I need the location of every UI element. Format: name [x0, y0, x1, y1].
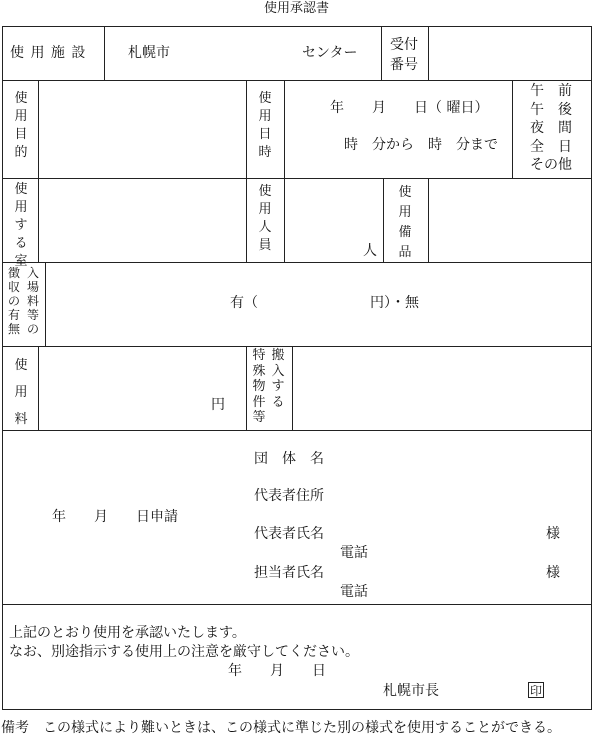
group-name-label: 団 体 名	[254, 451, 324, 467]
cell-divider	[45, 262, 46, 346]
approval-line-1: 上記のとおり使用を承認いたします。	[9, 625, 246, 641]
approval-line-2: なお、別途指示する使用上の注意を厳守してください。	[9, 644, 359, 660]
time-slot-option: 午 前	[530, 83, 572, 99]
people-unit: 人	[363, 243, 377, 259]
purpose-field[interactable]	[42, 84, 242, 174]
usage-fee-label: 使用料	[14, 358, 28, 427]
datetime-label: 使用日時	[258, 91, 272, 160]
contact-phone-label: 電話	[340, 584, 368, 600]
city-name: 札幌市	[128, 45, 170, 61]
facility-label: 使 用 施 設	[10, 45, 87, 61]
special-items-label-a: 特殊物件等	[252, 348, 266, 425]
cell-divider	[383, 178, 384, 262]
row-divider	[2, 262, 592, 263]
cell-divider	[246, 178, 247, 262]
reception-number-field[interactable]	[432, 30, 588, 76]
contact-name-label: 担当者氏名	[254, 565, 324, 581]
cell-divider	[38, 80, 39, 178]
purpose-label: 使用目的	[14, 91, 28, 160]
time-slot-option: その他	[530, 157, 572, 174]
mayor-label: 札幌市長	[383, 683, 439, 699]
document-title: 使用承認書	[264, 1, 330, 16]
date-line: 年 月 日（ 曜日）	[330, 100, 489, 116]
rep-address-label: 代表者住所	[254, 488, 324, 504]
row-divider	[2, 80, 592, 81]
cell-divider	[381, 26, 382, 80]
time-line: 時 分から 時 分まで	[344, 137, 498, 153]
fee-collection-label-b: 入場料等の	[26, 266, 39, 336]
footnote: 備考 この様式により難いときは、この様式に準じた別の様式を使用することができる。	[1, 720, 561, 736]
time-slot-option: 夜 間	[530, 120, 572, 137]
contact-honorific: 様	[546, 565, 560, 581]
special-items-label-b: 搬入する	[271, 348, 285, 410]
cell-divider	[246, 80, 247, 178]
application-date: 年 月 日申請	[52, 509, 178, 525]
fee-collection-label-a: 徴収の有無	[7, 266, 20, 336]
row-divider	[2, 178, 592, 179]
cell-divider	[284, 178, 285, 262]
cell-divider	[292, 346, 293, 430]
cell-divider	[38, 346, 39, 430]
rep-name-label: 代表者氏名	[254, 526, 324, 542]
equipment-field[interactable]	[432, 182, 588, 258]
center-label: センター	[302, 45, 358, 61]
cell-divider	[512, 80, 513, 178]
cell-divider	[428, 26, 429, 80]
room-label: 使用する室	[14, 182, 28, 269]
usage-fee-unit: 円	[211, 397, 225, 413]
cell-divider	[428, 178, 429, 262]
room-field[interactable]	[42, 182, 242, 258]
admission-fee-text: 有（ 円）・無	[230, 295, 419, 311]
time-slot-option: 午 後	[530, 101, 572, 118]
cell-divider	[246, 346, 247, 430]
people-label: 使用人員	[258, 184, 272, 253]
cell-divider	[284, 80, 285, 178]
time-slot-options	[530, 82, 572, 175]
time-slot-option: 全 日	[530, 138, 572, 155]
row-divider	[2, 430, 592, 431]
row-divider	[2, 604, 592, 605]
cell-divider	[38, 178, 39, 262]
reception-number-label: 受付 番号	[390, 37, 418, 73]
row-divider	[2, 346, 592, 347]
equipment-label: 使用備品	[398, 185, 412, 260]
rep-honorific: 様	[546, 526, 560, 542]
special-items-field[interactable]	[296, 350, 588, 426]
cell-divider	[104, 26, 105, 80]
approval-date: 年 月 日	[228, 663, 326, 679]
rep-phone-label: 電話	[340, 545, 368, 561]
seal-mark: 印	[529, 684, 542, 698]
